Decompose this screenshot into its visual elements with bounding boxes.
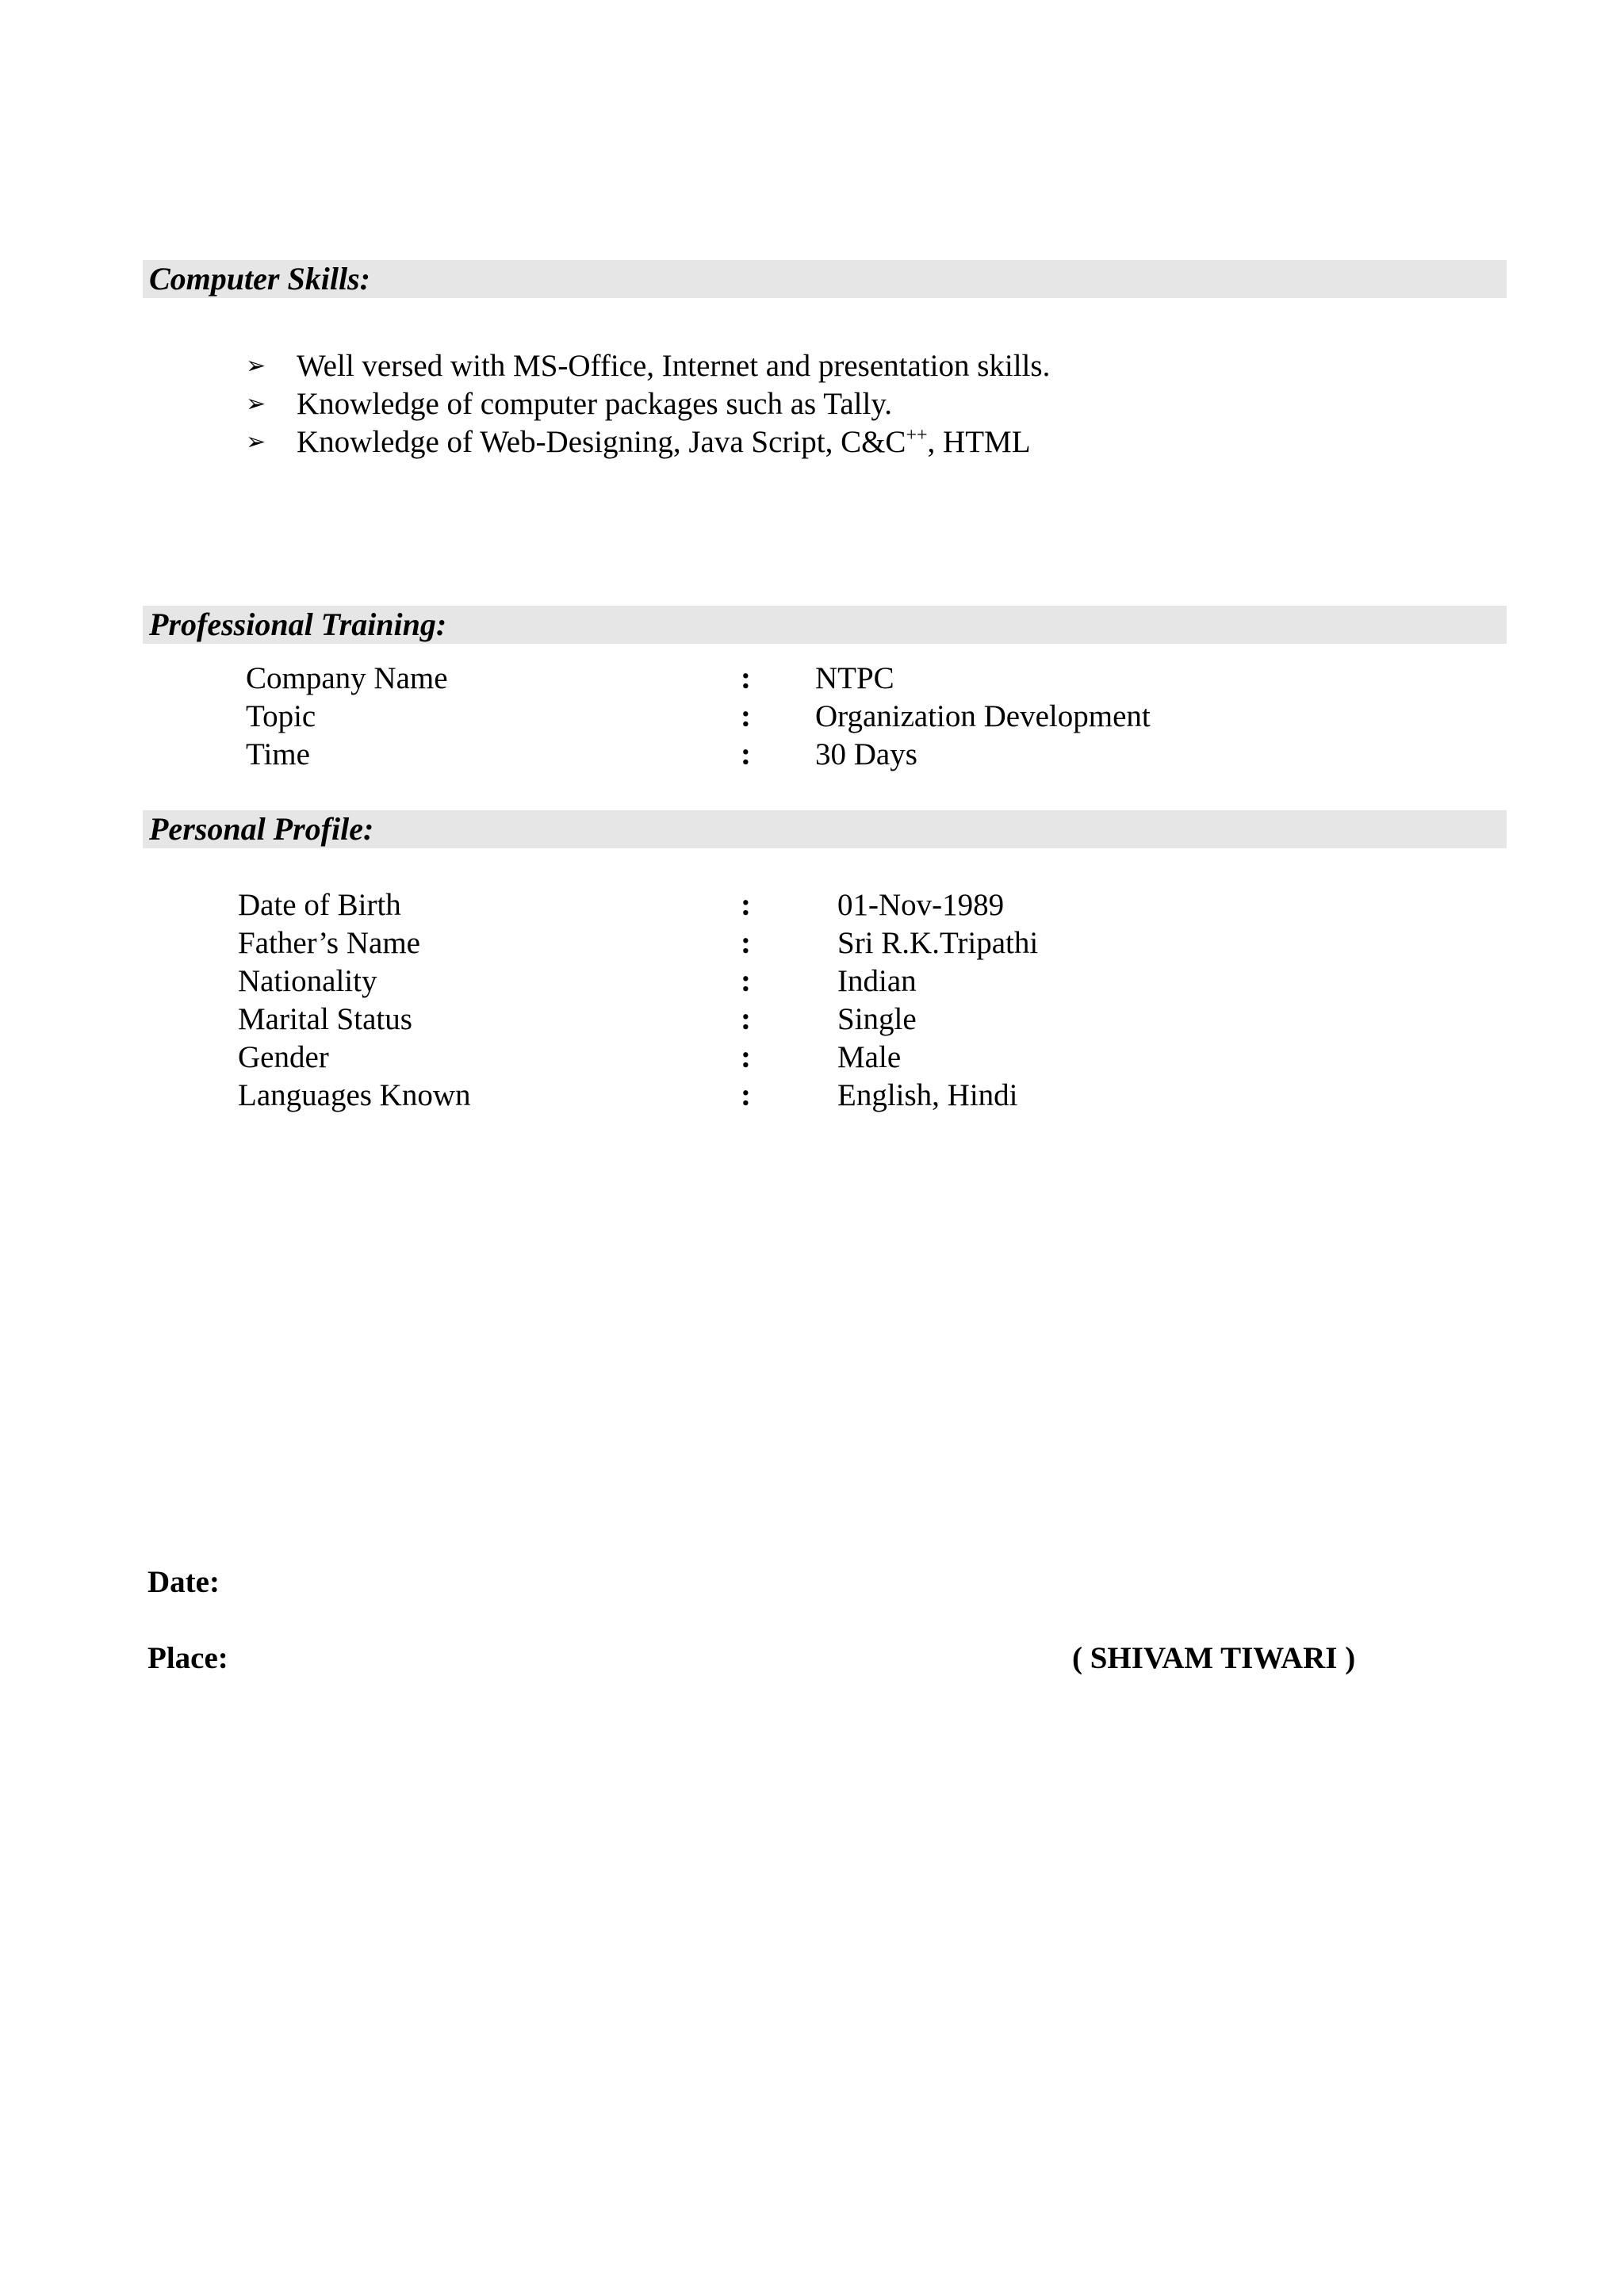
skill-text-superscript: ++ (906, 425, 928, 446)
skill-text-tail: , HTML (927, 425, 1031, 459)
personal-profile-header (143, 810, 1507, 848)
professional-training-header (143, 606, 1507, 644)
skill-text (297, 423, 1031, 461)
row-label: Nationality (238, 964, 377, 998)
skill-text-main: Knowledge of Web-Designing, Java Script, C&C (297, 425, 906, 459)
row-label: Father’s Name (238, 926, 420, 960)
arrow-bullet-icon: ➢ (246, 352, 266, 380)
row-colon: : (741, 888, 751, 922)
list-item (246, 385, 1050, 423)
row-value: Organization Development (815, 699, 1151, 733)
section-title: Personal Profile: (149, 811, 374, 847)
row-value: 01-Nov-1989 (837, 888, 1005, 922)
row-value: NTPC (815, 661, 894, 695)
section-title: Computer Skills: (149, 261, 370, 297)
row-value: English, Hindi (837, 1078, 1018, 1112)
row-colon: : (741, 737, 751, 771)
row-colon: : (741, 926, 751, 960)
signature-name: ( SHIVAM TIWARI ) (1072, 1641, 1356, 1675)
row-label: Date of Birth (238, 888, 401, 922)
row-colon: : (741, 964, 751, 998)
row-colon: : (741, 699, 751, 733)
row-label: Marital Status (238, 1002, 412, 1036)
list-item (246, 347, 1050, 385)
row-label: Time (246, 737, 310, 771)
skill-text: Well versed with MS-Office, Internet and presentation skills. (297, 349, 1051, 383)
section-title: Professional Training: (149, 607, 447, 642)
row-label: Topic (246, 699, 316, 733)
row-value: 30 Days (815, 737, 917, 771)
row-value: Sri R.K.Tripathi (837, 926, 1039, 960)
row-colon: : (741, 661, 751, 695)
row-label: Gender (238, 1040, 329, 1074)
row-value: Single (837, 1002, 917, 1036)
row-colon: : (741, 1002, 751, 1036)
computer-skills-list (246, 347, 1050, 461)
row-colon: : (741, 1078, 751, 1112)
row-label: Company Name (246, 661, 448, 695)
row-label: Languages Known (238, 1078, 471, 1112)
list-item (246, 423, 1050, 461)
row-colon: : (741, 1040, 751, 1074)
row-value: Male (837, 1040, 902, 1074)
computer-skills-header (143, 260, 1507, 298)
row-value: Indian (837, 964, 917, 998)
date-label: Date: (147, 1565, 220, 1599)
arrow-bullet-icon: ➢ (246, 390, 266, 418)
arrow-bullet-icon: ➢ (246, 428, 266, 456)
skill-text: Knowledge of computer packages such as Tally. (297, 387, 893, 421)
place-label: Place: (147, 1641, 228, 1675)
